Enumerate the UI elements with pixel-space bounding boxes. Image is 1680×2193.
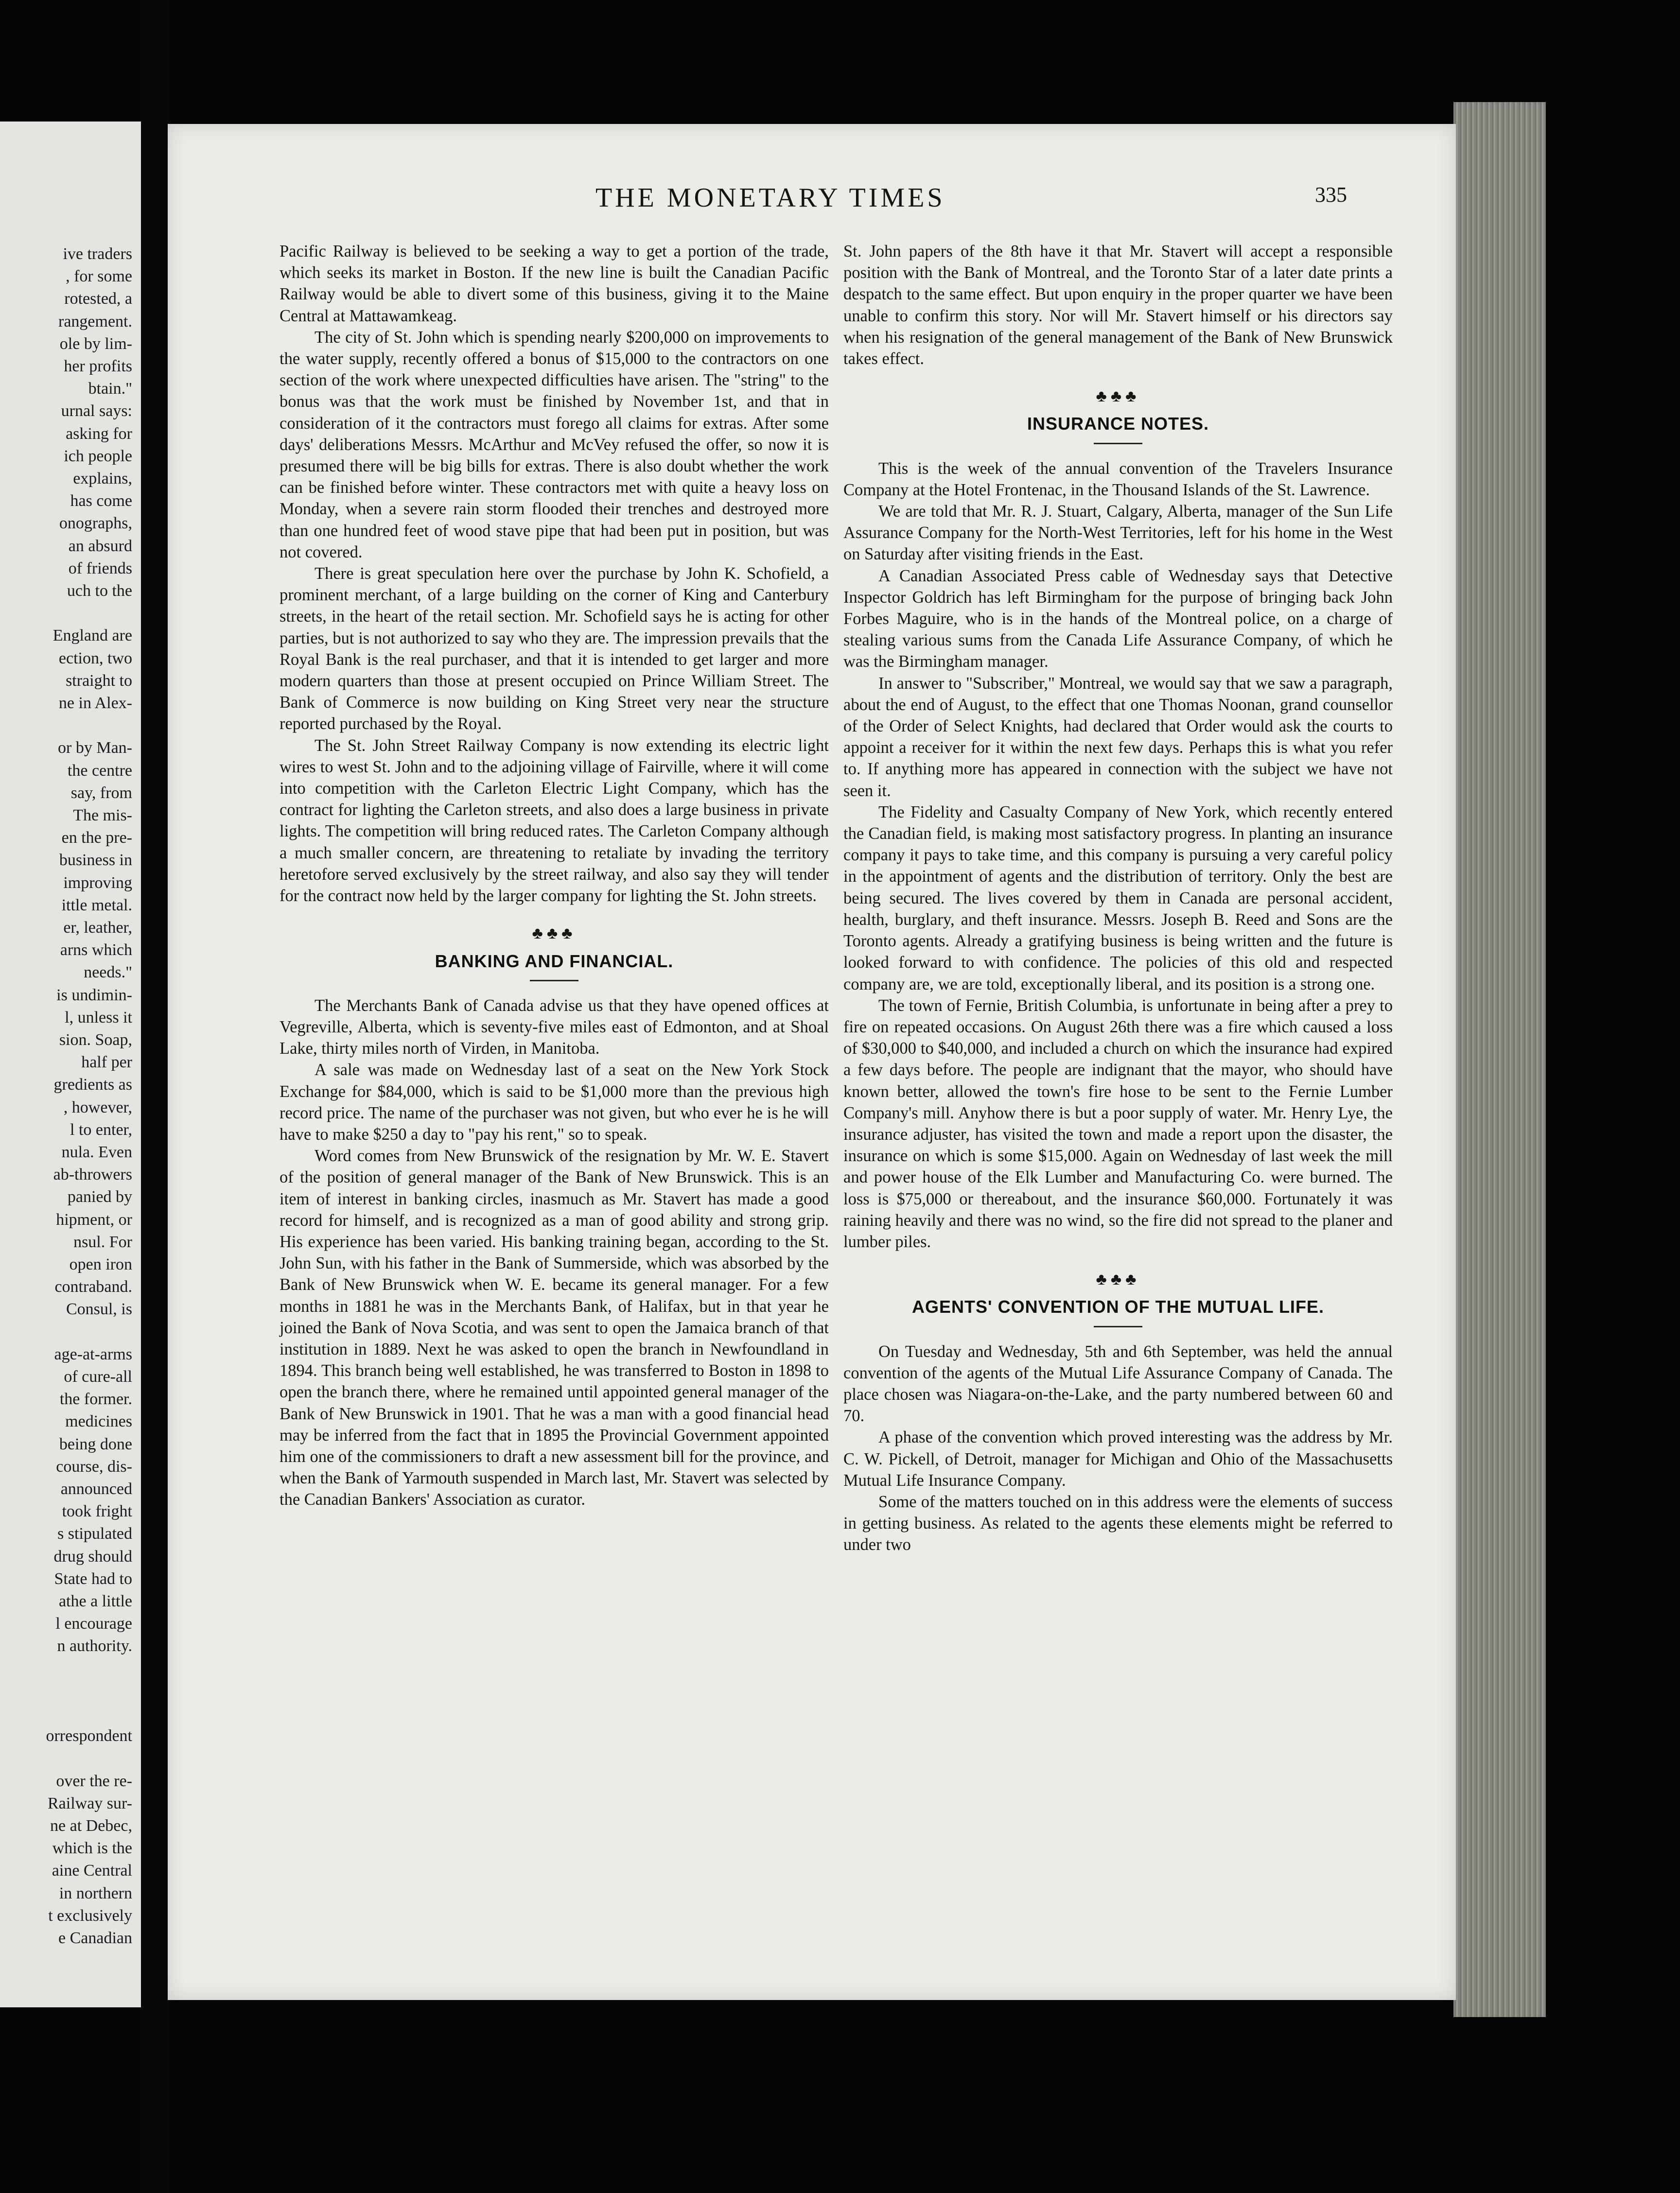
- facing-page-line: which is the: [52, 1839, 132, 1858]
- facing-page-line: an absurd: [68, 537, 132, 555]
- facing-page-line: age-at-arms: [54, 1345, 132, 1363]
- facing-page-line: orrespondent: [46, 1727, 132, 1745]
- facing-page-line: or by Man-: [58, 739, 132, 757]
- paragraph: The Merchants Bank of Canada advise us that they have opened offices at Vegreville, Alberta, which is seventy-five miles east of Edmonton, and at Shoal Lake, thirty miles north of Virden, in Manitoba.: [280, 996, 829, 1058]
- facing-page-line: sion. Soap,: [59, 1031, 132, 1049]
- facing-page-line: open iron: [69, 1255, 132, 1273]
- facing-page-line: explains,: [73, 470, 132, 487]
- facing-page-line: course, dis-: [56, 1457, 132, 1476]
- facing-page-line: announced: [60, 1480, 132, 1498]
- facing-page-line: l to enter,: [70, 1120, 132, 1139]
- facing-page-line: the former.: [59, 1390, 132, 1409]
- paragraph: Some of the matters touched on in this address were the elements of success in getting business. As related to the agents these elements might be referred to under two: [843, 1492, 1393, 1554]
- facing-page-line: needs.": [84, 963, 132, 982]
- paragraph: Word comes from New Brunswick of the resignation by Mr. W. E. Stavert of the position of general manager of the Bank of New Brunswick. This is an item of interest in banking circles, inasmuch as Mr. Stavert has made a good record for himself, and is recognized as a man of good ability and strong grip. His experience has been varied. His banking training began, according to the St. John Sun, with his father in the Bank of Summerside, which was absorbed by the Bank of New Brunswick when W. E. became its general manager. For a few months in 1881 he was in the Merchants Bank, of Halifax, but in that year he joined the Bank of Nova Scotia, and was sent to open the Jamaica branch of that institution in 1889. Next he was asked to open the branch in Newfoundland in 1894. This branch being well established, he was transferred to Boston in 1898 to open the branch there, where he remained until appointed general manager of the Bank of New Brunswick in 1901. That he was a man with a good financial head may be inferred from the fact that in 1895 the Provincial Government appointed him one of the commissioners to draft a new assessment bill for the province, and when the Bank of Yarmouth suspended in March last, Mr. Stavert was selected by the Canadian Bankers' Association as curator.: [280, 1147, 829, 1509]
- facing-page-line: business in: [59, 851, 132, 870]
- facing-page-line: Railway sur-: [47, 1794, 132, 1812]
- facing-page-line: ittle metal.: [61, 896, 132, 914]
- facing-page-line: of cure-all: [64, 1368, 132, 1386]
- facing-page-line: hipment, or: [56, 1210, 132, 1229]
- section-heading-banking: BANKING AND FINANCIAL.: [435, 951, 674, 971]
- facing-page-line: en the pre-: [61, 829, 132, 847]
- facing-page-line: ich people: [64, 447, 132, 465]
- paragraph: Pacific Railway is believed to be seeking a way to get a portion of the trade, which seeks its market in Boston. If the new line is built the Canadian Pacific Railway would be able to divert some of this business, giving it to the Maine Central at Mattawamkeag.: [280, 242, 829, 325]
- facing-page-line: her profits: [64, 357, 132, 375]
- book-page-edges: [1453, 102, 1546, 2017]
- paragraph: On Tuesday and Wednesday, 5th and 6th September, was held the annual convention of the agents of the Mutual Life Assurance Company of Canada. The place chosen was Niagara-on-the-Lake, and the party numbered between 60 and 70.: [843, 1342, 1393, 1426]
- magazine-page: [168, 124, 1456, 2000]
- paragraph: The St. John Street Railway Company is now extending its electric light wires to west St. John and to the adjoining village of Fairville, where it will come into competition with the Carleton Electric Light Company, which has the contract for lighting the Carleton streets, and also does a large business in private lights. The competition will bring reduced rates. The Carleton Company although a much smaller concern, are threatening to retaliate by invading the territory heretofore served exclusively by the street railway, and also say they will tender for the contract now held by the larger company for lighting the St. John streets.: [280, 736, 829, 905]
- facing-page-line: drug should: [53, 1547, 132, 1566]
- paragraph: The Fidelity and Casualty Company of New York, which recently entered the Canadian field, is making most satisfactory progress. In planting an insurance company it pays to take time, and this company is pursuing a very careful policy in the appointment of agents and the distribution of territory. Only the best are being secured. The lives covered by them in Canada are personal accident, health, burglary, and theft insurance. Messrs. Joseph B. Reed and Sons are the Toronto agents. Already a gratifying business is being written and the future is looked forward to with confidence. The policies of this old and respected company are, we are told, exceptionally liberal, and its position is a strong one.: [843, 802, 1393, 993]
- facing-page-line: panied by: [67, 1188, 132, 1206]
- facing-page-line: ive traders: [63, 245, 132, 263]
- facing-page-line: being done: [59, 1435, 132, 1453]
- facing-page-line: in northern: [59, 1884, 132, 1902]
- facing-page-line: straight to: [66, 671, 132, 690]
- facing-page-line: gredients as: [53, 1076, 132, 1094]
- paragraph: The city of St. John which is spending nearly $200,000 on improvements to the water supply, recently offered a bonus of $15,000 to the contractors on one section of the work where unexpected difficulties have arisen. The "string" to the bonus was that the work must be finished by November 1st, and that in consideration of it the contractors must forego all claims for extras. After some days' deliberations Messrs. McArthur and McVey refused the offer, so now it is presumed there will be big bills for extras. There is also doubt whether the work can be finished before winter. These contractors met with quite a heavy loss on Monday, when a severe rain storm flooded their trenches and destroyed more than one hundred feet of wood stave pipe that had been put in position, but was not covered.: [280, 328, 829, 561]
- facing-page-line: State had to: [54, 1569, 132, 1588]
- facing-page-line: onographs,: [59, 514, 132, 533]
- facing-page-line: rotested, a: [64, 290, 132, 308]
- facing-page-line: btain.": [88, 380, 132, 398]
- right-column: [843, 241, 1393, 1556]
- paragraph: In answer to "Subscriber," Montreal, we would say that we saw a paragraph, about the end of August, to the effect that one Thomas Noonan, grand counsellor of the Order of Select Knights, had declared that Order would ask the courts to appoint a receiver for it within the next few days. Perhaps this is what you refer to. If anything more has appeared in connection with the subject we have not seen it.: [843, 674, 1393, 800]
- paragraph: St. John papers of the 8th have it that Mr. Stavert will accept a responsible position with the Bank of Montreal, and the Toronto Star of a later date prints a despatch to the same effect. But upon enquiry in the proper quarter we have been unable to confirm this story. Nor will Mr. Stavert himself or his directors say when his resignation of the general management of the Bank of New Brunswick takes effect.: [843, 242, 1393, 368]
- heading-rule: [530, 980, 578, 981]
- left-column: [280, 241, 829, 1511]
- facing-page-line: ab-throwers: [53, 1166, 132, 1184]
- heading-rule: [1094, 443, 1142, 444]
- section-ornament: ♣♣♣: [1096, 387, 1140, 406]
- facing-page-line: medicines: [65, 1412, 132, 1431]
- facing-page-line: improving: [63, 873, 132, 892]
- facing-page-line: is undimin-: [56, 986, 132, 1004]
- facing-page-line: ole by lim-: [59, 334, 132, 353]
- paragraph: A Canadian Associated Press cable of Wednesday says that Detective Inspector Goldrich has left Birmingham for the purpose of bringing back John Forbes Maguire, who is in the hands of the Montreal police, on a charge of stealing various sums from the Canada Life Assurance Company, of which he was the Birmingham manager.: [843, 566, 1393, 671]
- facing-page-line: the centre: [67, 761, 132, 780]
- facing-page-line: has come: [70, 492, 132, 510]
- paragraph: We are told that Mr. R. J. Stuart, Calgary, Alberta, manager of the Sun Life Assurance Company for the North-West Territories, left for his home in the West on Saturday after visiting friends in the East.: [843, 502, 1393, 564]
- facing-page-line: asking for: [66, 424, 132, 443]
- paragraph: There is great speculation here over the purchase by John K. Schofield, a prominent merchant, of a large building on the corner of King and Canterbury streets, in the heart of the retail section. Mr. Schofield says he is acting for other parties, but is not authorized to say who they are. The impression prevails that the Royal Bank is the real purchaser, and that it is intended to get larger and more modern quarters than those at present occupied on Prince William Street. The Bank of Commerce is now building on King Street very near the structure reported purchased by the Royal.: [280, 564, 829, 733]
- page-header: [168, 182, 1456, 221]
- facing-page-line: l encourage: [55, 1615, 132, 1633]
- book-gutter: [141, 0, 169, 2193]
- facing-page-line: t exclusively: [48, 1906, 132, 1925]
- section-heading-agents-convention: AGENTS' CONVENTION OF THE MUTUAL LIFE.: [912, 1297, 1324, 1317]
- paragraph: A sale was made on Wednesday last of a seat on the New York Stock Exchange for $84,000, which is said to be $1,000 more than the previous high record price. The name of the purchaser was not given, but who ever he is he will have to make $250 a day to "pay his rent," so to speak.: [280, 1061, 829, 1144]
- facing-page-line: say, from: [70, 783, 132, 802]
- section-ornament: ♣♣♣: [532, 924, 577, 943]
- facing-page-line: Consul, is: [66, 1300, 132, 1319]
- facing-page-line: uch to the: [67, 582, 132, 600]
- facing-page-line: s stipulated: [57, 1525, 132, 1543]
- facing-page-line: urnal says:: [61, 402, 132, 420]
- facing-page-line: , for some: [66, 267, 132, 286]
- facing-page-line: arns which: [60, 941, 132, 959]
- paragraph: The town of Fernie, British Columbia, is unfortunate in being after a prey to fire on repeated occasions. On August 26th there was a fire which caused a loss of $30,000 to $40,000, and included a church on which the insurance had expired a few days before. The people are indignant that the mayor, who should have known better, allowed the town's fire hose to be sent to the Fernie Lumber Company's mill. Anyhow there is but a poor supply of water. Mr. Henry Lye, the insurance adjuster, has visited the town and made a report upon the disaster, the insurance on which is some $15,000. Again on Wednesday of last week the mill and power house of the Elk Lumber and Manufacturing Co. were burned. The loss is $75,000 or thereabout, and the insurance $60,000. Fortunately it was raining heavily and there was no wind, so the fire did not spread to the planer and lumber piles.: [843, 996, 1393, 1251]
- facing-page-line: aine Central: [52, 1862, 132, 1880]
- facing-page-line: took fright: [62, 1502, 132, 1521]
- page-number: 335: [1315, 183, 1347, 207]
- facing-page-line: ection, two: [58, 649, 132, 667]
- facing-page-line: er, leather,: [63, 919, 132, 937]
- facing-page-line: over the re-: [56, 1772, 132, 1790]
- running-title: THE MONETARY TIMES: [595, 183, 945, 213]
- facing-page-line: , however,: [63, 1098, 132, 1116]
- facing-page-line: e Canadian: [58, 1929, 132, 1947]
- facing-page-line: l, unless it: [65, 1008, 132, 1027]
- facing-page-line: athe a little: [58, 1592, 132, 1610]
- heading-rule: [1094, 1326, 1142, 1327]
- facing-page-line: of friends: [68, 559, 132, 577]
- facing-page-line: ne in Alex-: [58, 694, 132, 712]
- facing-page-line: ne at Debec,: [50, 1817, 132, 1835]
- facing-page-line: n authority.: [57, 1637, 132, 1655]
- facing-page-line: nula. Even: [61, 1143, 132, 1161]
- section-heading-insurance: INSURANCE NOTES.: [1027, 414, 1209, 434]
- facing-page-line: rangement.: [58, 312, 132, 331]
- facing-page-line: nsul. For: [73, 1233, 132, 1251]
- facing-page-line: contraband.: [54, 1278, 132, 1296]
- facing-page-line: England are: [52, 627, 132, 645]
- facing-page-fragment: [0, 122, 141, 2007]
- facing-page-line: The mis-: [73, 806, 132, 824]
- paragraph: A phase of the convention which proved interesting was the address by Mr. C. W. Pickell, of Detroit, manager for Michigan and Ohio of the Massachusetts Mutual Life Insurance Company.: [843, 1428, 1393, 1490]
- paragraph: This is the week of the annual convention of the Travelers Insurance Company at the Hotel Frontenac, in the Thousand Islands of the St. Lawrence.: [843, 459, 1393, 499]
- facing-page-line: half per: [81, 1053, 132, 1072]
- section-ornament: ♣♣♣: [1096, 1271, 1140, 1289]
